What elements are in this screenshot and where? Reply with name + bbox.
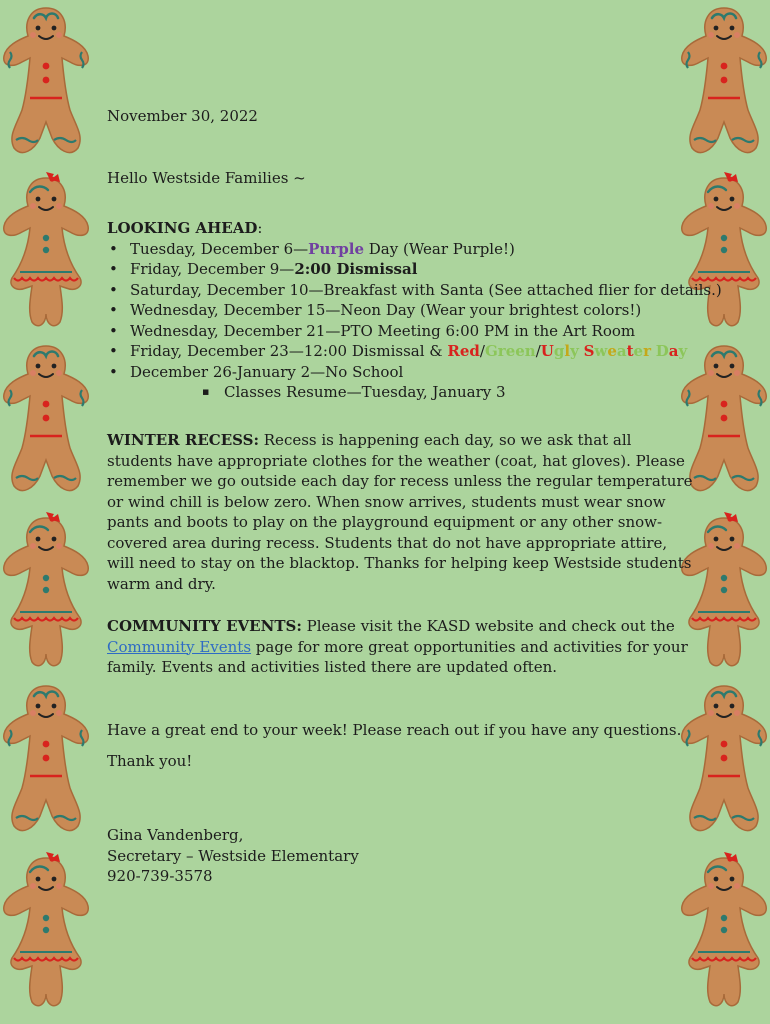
looking-ahead-section: [107, 218, 722, 403]
list-item: • Saturday, December 10—Breakfast with Santa (See attached flier for details.): [107, 280, 697, 301]
gingerbread-person-icon: [678, 848, 770, 1018]
list-item: • Tuesday, December 6—Purple Day (Wear Purple!): [107, 239, 697, 260]
dismissal-highlight: 2:00 Dismissal: [294, 260, 418, 278]
community-events-link[interactable]: Community Events: [107, 637, 252, 656]
list-item: • Wednesday, December 15—Neon Day (Wear your brightest colors!): [107, 300, 697, 321]
community-events-heading: COMMUNITY EVENTS:: [107, 617, 302, 635]
winter-recess-paragraph: WINTER RECESS: Recess is happening each day, so we ask that all students have appropriate clothes for the weather (coat, hat gloves). Please remember we go outside each day for recess unless the regular temperature or wind chill is below zero. When snow arrives, students must wear snow pants and boots to play on the playground equipment or any other snow-covered area during recess. Students that do not have appropriate attire, will need to stay on the blacktop. Thanks for helping keep Westside students warm and dry.: [107, 431, 693, 593]
ugly-sweater-day-text: Ugly Sweater Day: [540, 342, 688, 360]
green-word: Green: [484, 342, 536, 360]
gingerbread-person-icon: [678, 678, 770, 848]
list-item: • Wednesday, December 21—PTO Meeting 6:00 PM in the Art Room: [107, 321, 697, 342]
gingerbread-person-icon: [0, 338, 92, 508]
community-events-paragraph: COMMUNITY EVENTS: Please visit the KASD website and check out the Community Events page for more great opportunities and activities for your family. Events and activities listed there are updated often.: [107, 617, 688, 676]
looking-ahead-list: [107, 239, 722, 403]
signature-phone: 920-739-3578: [107, 867, 213, 885]
gingerbread-person-icon: [0, 848, 92, 1018]
signature-block: [107, 825, 359, 887]
letter-date: November 30, 2022: [107, 107, 258, 125]
gingerbread-person-icon: [678, 0, 770, 170]
purple-day-highlight: Purple: [308, 239, 364, 258]
left-gingerbread-border: [0, 0, 100, 1024]
closing-line: Have a great end to your week! Please reach out if you have any questions.: [107, 721, 682, 739]
winter-recess-heading: WINTER RECESS:: [107, 431, 259, 449]
gingerbread-person-icon: [0, 508, 92, 678]
letter-greeting: Hello Westside Families ~: [107, 169, 306, 187]
gingerbread-person-icon: [0, 678, 92, 848]
sub-list-item: ▪ Classes Resume—Tuesday, January 3: [107, 382, 697, 403]
red-word: Red: [447, 342, 480, 360]
looking-ahead-heading: LOOKING AHEAD:: [107, 219, 263, 237]
thanks-line: Thank you!: [107, 752, 193, 770]
signature-name: Gina Vandenberg,: [107, 826, 244, 844]
gingerbread-person-icon: [0, 168, 92, 338]
list-item: • Friday, December 23—12:00 Dismissal & Red/Green/Ugly Sweater Day: [107, 341, 697, 362]
list-item: • Friday, December 9—2:00 Dismissal: [107, 259, 697, 280]
signature-title: Secretary – Westside Elementary: [107, 846, 359, 865]
gingerbread-person-icon: [0, 0, 92, 170]
list-item: • December 26-January 2—No School: [107, 362, 697, 383]
